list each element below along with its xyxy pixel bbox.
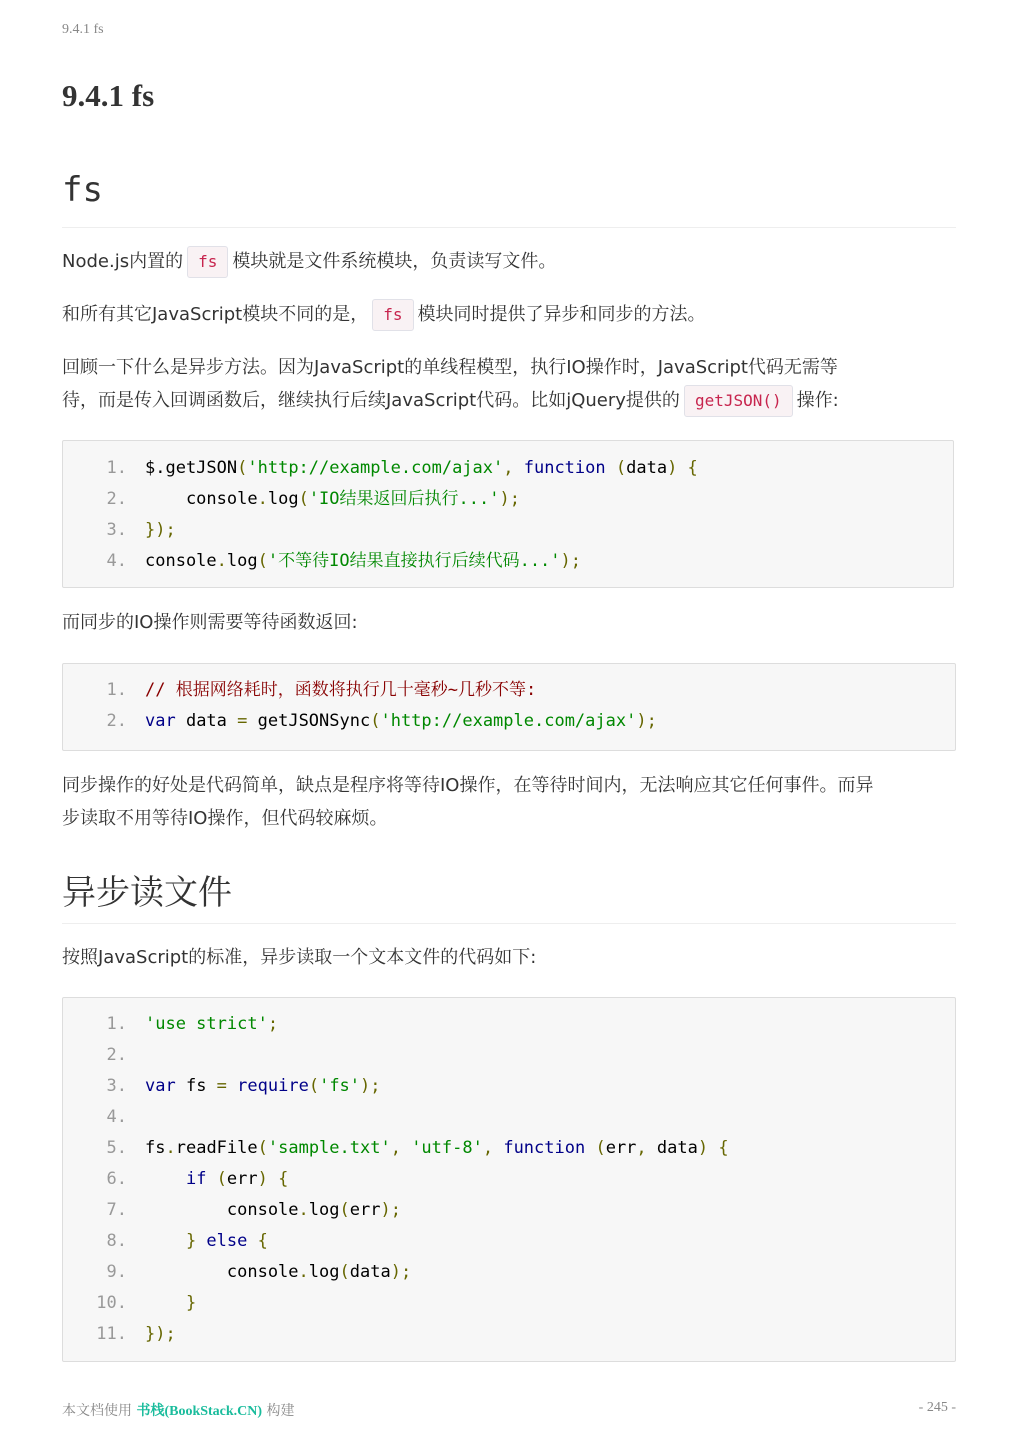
footer-credit <box>62 1400 295 1420</box>
code-token: ); <box>560 551 582 571</box>
line-number: 4. <box>106 1107 127 1127</box>
code-token: data <box>656 1138 698 1158</box>
code-token: ) { <box>667 458 698 478</box>
line-number: 1. <box>106 680 127 700</box>
code-token: ) { <box>257 1169 289 1189</box>
code-token: 'fs' <box>319 1076 361 1096</box>
line-number: 2. <box>106 711 127 731</box>
code-token: . <box>257 489 268 509</box>
code-block-getjson <box>62 440 954 588</box>
code-token: err <box>349 1200 381 1220</box>
code-token: 'utf-8' <box>411 1138 483 1158</box>
code-token: data <box>349 1262 391 1282</box>
code-token: = <box>237 711 248 731</box>
code-token: var <box>145 1076 176 1096</box>
code-token: ( <box>339 1262 350 1282</box>
code-token: , <box>503 458 524 478</box>
code-token: log <box>267 489 299 509</box>
line-number: 3. <box>106 1076 127 1096</box>
code-token: ( <box>206 1169 227 1189</box>
code-token: ); <box>636 711 657 731</box>
code-token: '不等待IO结果直接执行后续代码...' <box>267 551 561 571</box>
paragraph-async-read: 按照JavaScript的标准，异步读取一个文本文件的代码如下: <box>62 947 537 968</box>
code-token: getJSONSync <box>247 711 371 731</box>
text: 待，而是传入回调函数后，继续执行后续JavaScript代码。比如jQuery提供的 <box>62 390 680 411</box>
code-token: }); <box>145 520 176 540</box>
code-token: ); <box>360 1076 381 1096</box>
line-number: 10. <box>96 1293 127 1313</box>
line-number: 11. <box>96 1324 127 1344</box>
text: 和所有其它JavaScript模块不同的是， <box>62 304 369 325</box>
code-token: 'use strict' <box>145 1014 268 1034</box>
code-token: ( <box>585 1138 606 1158</box>
paragraph-intro <box>62 245 956 278</box>
code-token: ( <box>237 458 248 478</box>
code-token: }); <box>145 1324 176 1344</box>
footer-prefix: 本文档使用 <box>62 1403 137 1419</box>
code-token: 'http://example.com/ajax' <box>380 711 637 731</box>
chapter-title: 9.4.1 fs <box>62 78 155 113</box>
section-heading-async-read: 异步读文件 <box>62 865 956 924</box>
code-token: . <box>165 1138 176 1158</box>
text: 模块同时提供了异步和同步的方法。 <box>417 304 706 325</box>
line-number: 3. <box>106 520 127 540</box>
line-number: 2. <box>106 1045 127 1065</box>
code-token <box>145 1169 186 1189</box>
code-token: ( <box>339 1200 350 1220</box>
code-token: var <box>145 711 176 731</box>
code-token: console <box>145 1200 299 1220</box>
code-token: log <box>308 1200 340 1220</box>
code-token: ) { <box>697 1138 729 1158</box>
code-block-sync <box>62 663 956 751</box>
code-token: ( <box>370 711 381 731</box>
code-block-readfile <box>62 997 956 1362</box>
code-token: 'http://example.com/ajax' <box>247 458 504 478</box>
code-token: ( <box>308 1076 320 1096</box>
line-number: 4. <box>106 551 127 571</box>
text: 回顾一下什么是异步方法。因为JavaScript的单线程模型，执行IO操作时，JavaScript代码无需等 <box>62 357 838 378</box>
inline-code: fs <box>187 246 228 278</box>
line-number: 7. <box>106 1200 127 1220</box>
code-token: ; <box>267 1014 279 1034</box>
code-token: } <box>145 1293 197 1313</box>
code-token: console <box>145 1262 299 1282</box>
code-token <box>227 1076 237 1096</box>
code-token: 'IO结果返回后执行...' <box>308 489 500 509</box>
code-token: console <box>145 489 258 509</box>
code-token: ( <box>257 1138 268 1158</box>
text: Node.js内置的 <box>62 251 184 272</box>
line-number: 1. <box>106 1014 127 1034</box>
code-token: function <box>503 1138 586 1158</box>
code-token: $.getJSON <box>145 458 238 478</box>
text: 操作: <box>796 390 839 411</box>
code-token: ); <box>390 1262 412 1282</box>
code-token: data <box>175 711 238 731</box>
paragraph-async-explain <box>62 351 956 417</box>
text: 模块就是文件系统模块，负责读写文件。 <box>232 251 557 272</box>
line-number: 5. <box>106 1138 127 1158</box>
code-token: else <box>206 1231 248 1251</box>
page-number: - 245 - <box>918 1400 956 1415</box>
code-token: , <box>482 1138 504 1158</box>
paragraph-sync-io: 而同步的IO操作则需要等待函数返回: <box>62 612 358 633</box>
code-token: log <box>226 551 258 571</box>
code-token: 'sample.txt' <box>267 1138 391 1158</box>
line-number: 2. <box>106 489 127 509</box>
code-token: err <box>226 1169 258 1189</box>
code-token: , <box>636 1138 657 1158</box>
paragraph-sync-async <box>62 298 956 331</box>
line-number: 6. <box>106 1169 127 1189</box>
code-token: { <box>247 1231 268 1251</box>
inline-code: fs <box>372 299 413 331</box>
code-token: ( <box>298 489 309 509</box>
code-token: function <box>523 458 606 478</box>
code-token: console <box>145 551 217 571</box>
code-token: readFile <box>175 1138 258 1158</box>
line-number: 1. <box>106 458 127 478</box>
code-token: require <box>237 1076 309 1096</box>
code-token: . <box>298 1200 309 1220</box>
code-token: ( <box>257 551 268 571</box>
code-token: } <box>145 1231 207 1251</box>
code-comment: // 根据网络耗时，函数将执行几十毫秒~几秒不等: <box>145 680 537 700</box>
code-token: log <box>308 1262 340 1282</box>
code-token: . <box>216 551 227 571</box>
inline-code: getJSON() <box>684 385 793 417</box>
code-token: if <box>185 1169 207 1189</box>
running-header: 9.4.1 fs <box>62 22 104 37</box>
bookstack-link[interactable]: 书栈(BookStack.CN) <box>136 1404 263 1419</box>
code-token: fs <box>145 1138 166 1158</box>
code-token: data <box>626 458 668 478</box>
code-token: , <box>390 1138 412 1158</box>
text: 同步操作的好处是代码简单，缺点是程序将等待IO操作，在等待时间内，无法响应其它任何事件。而异 <box>62 775 874 796</box>
code-token: ); <box>380 1200 401 1220</box>
text: 步读取不用等待IO操作，但代码较麻烦。 <box>62 808 388 829</box>
line-number: 9. <box>106 1262 127 1282</box>
code-token: err <box>605 1138 637 1158</box>
line-number: 8. <box>106 1231 127 1251</box>
code-token: fs <box>175 1076 217 1096</box>
code-token: . <box>298 1262 309 1282</box>
section-heading-fs: fs <box>62 170 956 228</box>
paragraph-tradeoff <box>62 769 956 835</box>
code-token: = <box>216 1076 227 1096</box>
code-token: ); <box>499 489 520 509</box>
code-token: ( <box>605 458 627 478</box>
footer-suffix: 构建 <box>262 1403 295 1419</box>
